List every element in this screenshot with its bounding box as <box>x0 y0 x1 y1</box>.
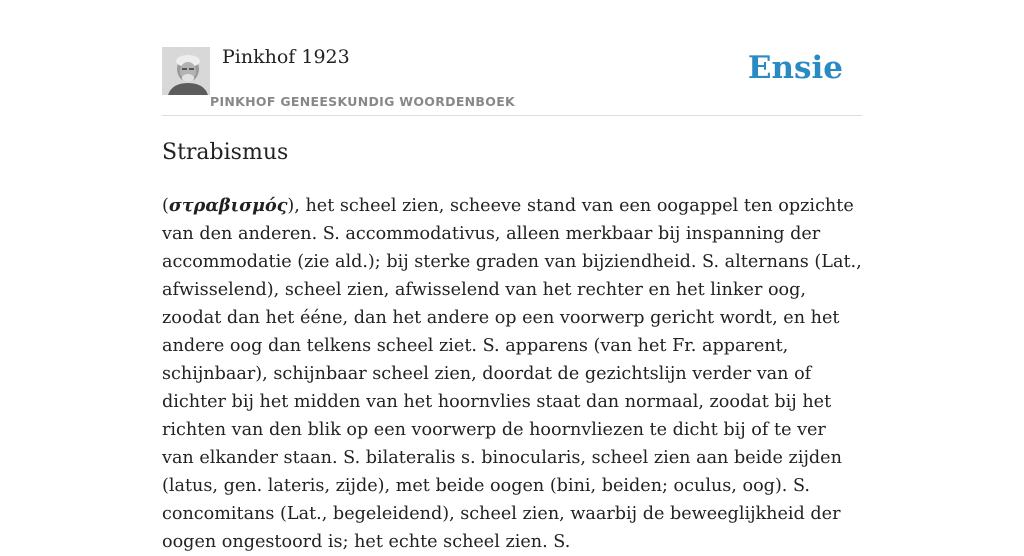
greek-term: στραβισμός <box>168 195 288 216</box>
open-paren: ( <box>162 196 169 216</box>
page <box>162 0 862 552</box>
header <box>162 0 862 116</box>
definition-text: ), het scheel zien, scheeve stand van een oogappel ten opzichte van den anderen. S. accommodativus, alleen merkbaar bij inspanning der accommodatie (zie ald.); bij sterke graden van bijziendheid. S. alternans (Lat., afwisselend), scheel zien, afwisselend van het rechter en het linker oog, zoodat dan het ééne, dan het andere op een voorwerp gericht wordt, en het andere oog dan telkens scheel ziet. S. apparens (van het Fr. apparent, schijnbaar), schijnbaar scheel zien, doordat de gezichtslijn verder van of dichter bij het midden van het hoornvlies staat dan normaal, zoodat bij het richten van den blik op een voorwerp de hoornvliezen te dicht bij of te ver van elkander staan. S. bilateralis s. binocularis, scheel zien aan beide zijden (latus, gen. lateris, zijde), met beide oogen (bini, beiden; oculus, oog). S. concomitans (Lat., begeleidend), scheel zien, waarbij de beweeglijkheid der oogen ongestoord is; het echte scheel zien. S. <box>162 196 862 552</box>
author-name[interactable]: Pinkhof 1923 <box>222 46 350 68</box>
author-portrait-icon <box>162 47 210 95</box>
entry-body <box>162 192 862 556</box>
page-title: Strabismus <box>162 140 289 165</box>
avatar[interactable] <box>162 47 210 95</box>
ensie-logo[interactable]: Ensie <box>747 50 843 86</box>
dictionary-subtitle[interactable]: PINKHOF GENEESKUNDIG WOORDENBOEK <box>210 94 516 109</box>
